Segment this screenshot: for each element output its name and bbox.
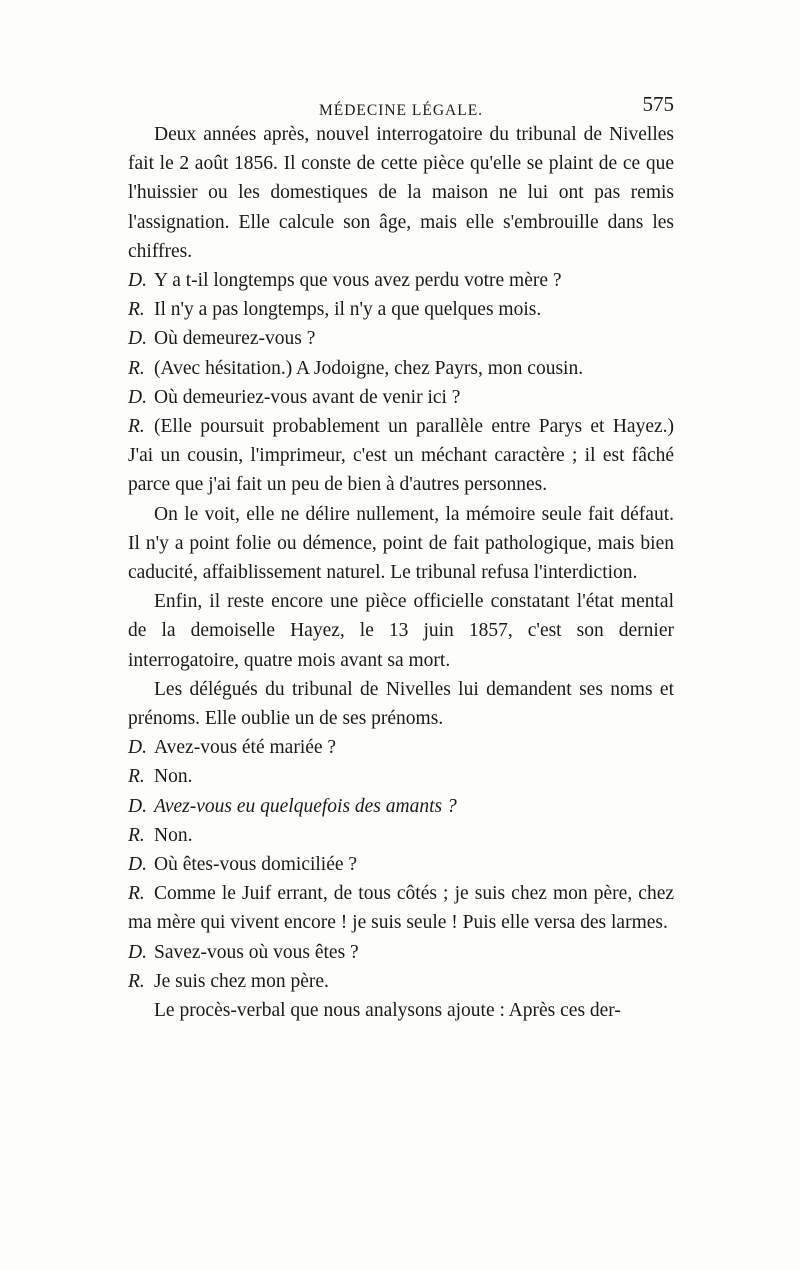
dialogue-line: D. Où êtes-vous domiciliée ? <box>128 854 358 876</box>
dialogue-line: R. (Elle poursuit probablement un parallèle entre Parys et Hayez.) J'ai un cousin, l'imprimeur, c'est un méchant caractère ; il est fâché parce que j'ai fait un peu de bien à d'autres personnes. <box>128 416 674 496</box>
dialogue-line: D. Avez-vous été mariée ? <box>128 737 337 759</box>
dialogue-line: D. Avez-vous eu quelquefois des amants ? <box>128 795 457 817</box>
dialogue-line: R. Il n'y a pas longtemps, il n'y a que quelques mois. <box>128 299 542 321</box>
paragraph: Enfin, il reste encore une pièce officielle constatant l'état mental de la demoiselle Hayez, le 13 juin 1857, c'est son dernier interrogatoire, quatre mois avant sa mort. <box>128 591 674 671</box>
dialogue-line: D. Où demeurez-vous ? <box>128 328 316 350</box>
page-header <box>128 88 674 118</box>
paragraph: On le voit, elle ne délire nullement, la mémoire seule fait défaut. Il n'y a point folie ou démence, point de fait pathologique, mais bien caducité, affaiblissement naturel. Le tribunal refusa l'interdiction. <box>128 503 674 584</box>
dialogue-line: D. Où demeuriez-vous avant de venir ici ? <box>128 386 461 408</box>
dialogue-line: R. Je suis chez mon père. <box>128 970 329 992</box>
dialogue-line: D. Savez-vous où vous êtes ? <box>128 941 359 963</box>
dialogue-line: R. Comme le Juif errant, de tous côtés ; je suis chez mon père, chez ma mère qui vivent encore ! je suis seule ! Puis elle versa des larmes. <box>128 883 674 934</box>
dialogue-line: D. Y a t-il longtemps que vous avez perdu votre mère ? <box>128 270 562 292</box>
paragraph: Le procès-verbal que nous analysons ajoute : Après ces der- <box>154 1000 621 1022</box>
dialogue-line: R. Non. <box>128 824 193 846</box>
paragraph: Les délégués du tribunal de Nivelles lui demandent ses noms et prénoms. Elle oublie un de ses prénoms. <box>128 678 674 730</box>
paragraph: Deux années après, nouvel interrogatoire du tribunal de Nivelles fait le 2 août 1856. Il conste de cette pièce qu'elle se plaint de ce que l'huissier ou les domestiques de la maison ne lui ont pas remis l'assignation. Elle calcule son âge, mais elle s'embrouille dans les chiffres. <box>128 124 674 262</box>
running-head: MÉDECINE LÉGALE. <box>318 102 484 119</box>
page-number: 575 <box>642 92 674 116</box>
book-page <box>128 88 674 1025</box>
dialogue-line: R. (Avec hésitation.) A Jodoigne, chez Payrs, mon cousin. <box>128 357 584 379</box>
dialogue-line: R. Non. <box>128 766 193 788</box>
